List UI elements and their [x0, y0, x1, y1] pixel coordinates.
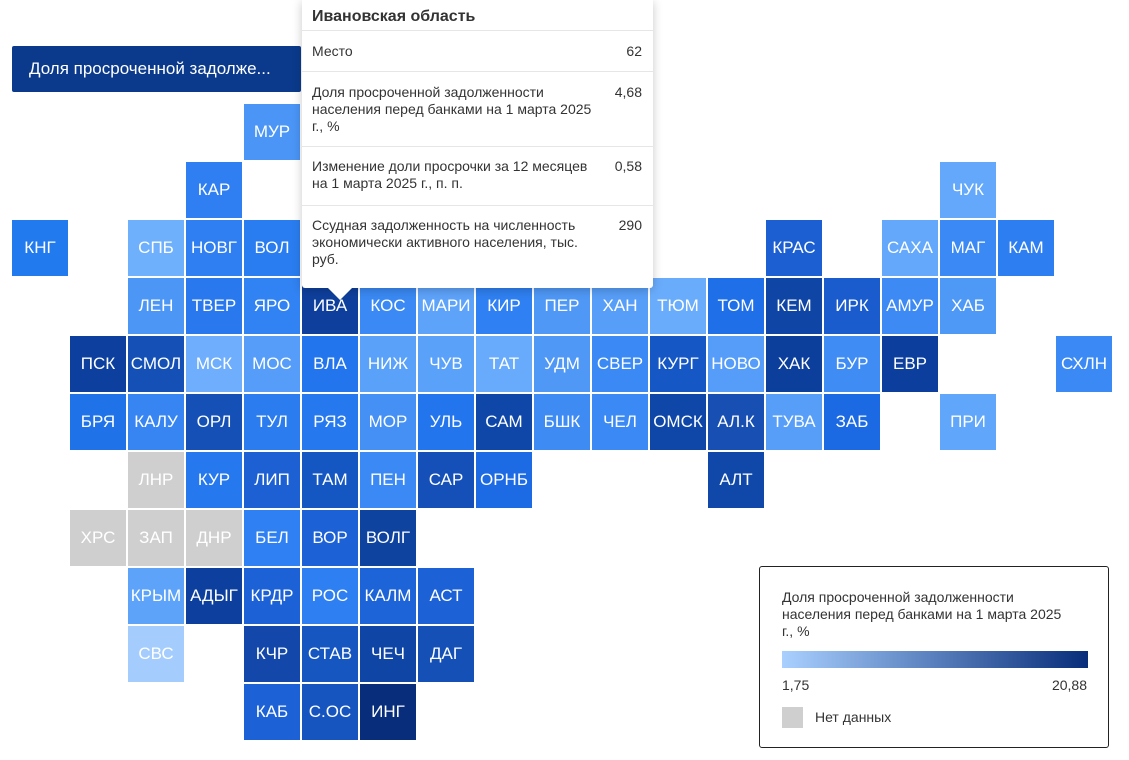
- region-tile-волг[interactable]: ВОЛГ: [360, 510, 416, 566]
- region-tile-вол[interactable]: ВОЛ: [244, 220, 300, 276]
- region-tile-крас[interactable]: КРАС: [766, 220, 822, 276]
- region-tile-аст[interactable]: АСТ: [418, 568, 474, 624]
- region-tile-чеч[interactable]: ЧЕЧ: [360, 626, 416, 682]
- region-tile-пск[interactable]: ПСК: [70, 336, 126, 392]
- region-tile-кур[interactable]: КУР: [186, 452, 242, 508]
- region-tile-удм[interactable]: УДМ: [534, 336, 590, 392]
- region-tile-даг[interactable]: ДАГ: [418, 626, 474, 682]
- region-tooltip: [302, 0, 653, 288]
- region-tile-став[interactable]: СТАВ: [302, 626, 358, 682]
- region-tile-тул[interactable]: ТУЛ: [244, 394, 300, 450]
- region-tile-орл[interactable]: ОРЛ: [186, 394, 242, 450]
- tooltip-row-label: Доля просроченной задолженности населения перед банками на 1 марта 2025 г., %: [312, 84, 592, 134]
- region-tile-бел[interactable]: БЕЛ: [244, 510, 300, 566]
- region-tile-кем[interactable]: КЕМ: [766, 278, 822, 334]
- tooltip-row-value: 290: [618, 217, 642, 233]
- region-tile-калу[interactable]: КАЛУ: [128, 394, 184, 450]
- legend-min-label: 1,75: [782, 677, 810, 693]
- region-tile-свс[interactable]: СВС: [128, 626, 184, 682]
- region-tile-пен[interactable]: ПЕН: [360, 452, 416, 508]
- region-tile-пер[interactable]: ПЕР: [534, 278, 590, 334]
- region-tile-там[interactable]: ТАМ: [302, 452, 358, 508]
- region-tile-алт[interactable]: АЛТ: [708, 452, 764, 508]
- region-tile-кург[interactable]: КУРГ: [650, 336, 706, 392]
- region-tile-сам[interactable]: САМ: [476, 394, 532, 450]
- region-tile-новг[interactable]: НОВГ: [186, 220, 242, 276]
- region-tile-яро[interactable]: ЯРО: [244, 278, 300, 334]
- region-tile-хак[interactable]: ХАК: [766, 336, 822, 392]
- region-tile-заб[interactable]: ЗАБ: [824, 394, 880, 450]
- region-tile-рос[interactable]: РОС: [302, 568, 358, 624]
- tooltip-row-loan-debt: [302, 206, 653, 286]
- region-tile-хрс[interactable]: ХРС: [70, 510, 126, 566]
- tooltip-row-label: Изменение доли просрочки за 12 месяцев на 1 марта 2025 г., п. п.: [312, 158, 588, 191]
- region-tile-омск[interactable]: ОМСК: [650, 394, 706, 450]
- region-tile-ряз[interactable]: РЯЗ: [302, 394, 358, 450]
- region-tile-спб[interactable]: СПБ: [128, 220, 184, 276]
- region-tile-твер[interactable]: ТВЕР: [186, 278, 242, 334]
- region-tile-адыг[interactable]: АДЫГ: [186, 568, 242, 624]
- region-tile-каб[interactable]: КАБ: [244, 684, 300, 740]
- region-tile-евр[interactable]: ЕВР: [882, 336, 938, 392]
- region-tile-инг[interactable]: ИНГ: [360, 684, 416, 740]
- region-tile-чел[interactable]: ЧЕЛ: [592, 394, 648, 450]
- region-tile-кчр[interactable]: КЧР: [244, 626, 300, 682]
- region-tile-тюм[interactable]: ТЮМ: [650, 278, 706, 334]
- region-tile-мос[interactable]: МОС: [244, 336, 300, 392]
- color-legend: [759, 566, 1109, 748]
- region-tile-лнр[interactable]: ЛНР: [128, 452, 184, 508]
- region-tile-кнг[interactable]: КНГ: [12, 220, 68, 276]
- region-tile-крым[interactable]: КРЫМ: [128, 568, 184, 624]
- region-tile-сар[interactable]: САР: [418, 452, 474, 508]
- region-tile-вор[interactable]: ВОР: [302, 510, 358, 566]
- legend-no-data-swatch: [782, 707, 803, 728]
- metric-selector-button[interactable]: Доля просроченной задолже...: [12, 46, 301, 92]
- region-tile-маг[interactable]: МАГ: [940, 220, 996, 276]
- region-tile-бур[interactable]: БУР: [824, 336, 880, 392]
- region-tile-кам[interactable]: КАМ: [998, 220, 1054, 276]
- region-tile-свер[interactable]: СВЕР: [592, 336, 648, 392]
- legend-title: Доля просроченной задолженности населения перед банками на 1 марта 2025 г., %: [782, 589, 1062, 639]
- region-tile-уль[interactable]: УЛЬ: [418, 394, 474, 450]
- region-tile-смол[interactable]: СМОЛ: [128, 336, 184, 392]
- tooltip-title: Ивановская область: [302, 0, 653, 31]
- region-tile-чув[interactable]: ЧУВ: [418, 336, 474, 392]
- tooltip-row-value: 4,68: [614, 84, 642, 100]
- region-tile-кос[interactable]: КОС: [360, 278, 416, 334]
- region-tile-кар[interactable]: КАР: [186, 162, 242, 218]
- region-tile-бря[interactable]: БРЯ: [70, 394, 126, 450]
- tooltip-row-value: 62: [626, 42, 642, 59]
- region-tile-бшк[interactable]: БШК: [534, 394, 590, 450]
- region-tile-лип[interactable]: ЛИП: [244, 452, 300, 508]
- region-tile-схлн[interactable]: СХЛН: [1056, 336, 1112, 392]
- tooltip-row-change: [302, 147, 653, 206]
- region-tile-ал.к[interactable]: АЛ.К: [708, 394, 764, 450]
- region-tile-саха[interactable]: САХА: [882, 220, 938, 276]
- region-tile-крдр[interactable]: КРДР: [244, 568, 300, 624]
- region-tile-кир[interactable]: КИР: [476, 278, 532, 334]
- legend-no-data-label: Нет данных: [815, 709, 892, 725]
- region-tile-мари[interactable]: МАРИ: [418, 278, 474, 334]
- region-tile-хаб[interactable]: ХАБ: [940, 278, 996, 334]
- region-tile-вла[interactable]: ВЛА: [302, 336, 358, 392]
- tooltip-row-value: 0,58: [614, 158, 642, 174]
- legend-max-label: 20,88: [1051, 677, 1087, 693]
- region-tile-орнб[interactable]: ОРНБ: [476, 452, 532, 508]
- region-tile-ирк[interactable]: ИРК: [824, 278, 880, 334]
- region-tile-хан[interactable]: ХАН: [592, 278, 648, 334]
- region-tile-чук[interactable]: ЧУК: [940, 162, 996, 218]
- region-tile-при[interactable]: ПРИ: [940, 394, 996, 450]
- region-tile-днр[interactable]: ДНР: [186, 510, 242, 566]
- tooltip-row-label: Место: [312, 42, 353, 59]
- region-tile-ива[interactable]: ИВА: [302, 278, 358, 334]
- tooltip-pointer: [327, 287, 353, 300]
- region-tile-зап[interactable]: ЗАП: [128, 510, 184, 566]
- region-tile-тат[interactable]: ТАТ: [476, 336, 532, 392]
- region-tile-ново[interactable]: НОВО: [708, 336, 764, 392]
- region-tile-ниж[interactable]: НИЖ: [360, 336, 416, 392]
- region-tile-лен[interactable]: ЛЕН: [128, 278, 184, 334]
- tooltip-row-rank: [302, 31, 653, 72]
- region-tile-с.ос[interactable]: С.ОС: [302, 684, 358, 740]
- tooltip-row-label: Ссудная задолженность на численность экономически активного населения, тыс. руб.: [312, 217, 578, 267]
- region-tile-амур[interactable]: АМУР: [882, 278, 938, 334]
- region-tile-калм[interactable]: КАЛМ: [360, 568, 416, 624]
- legend-gradient-bar: [782, 651, 1088, 668]
- region-tile-мор[interactable]: МОР: [360, 394, 416, 450]
- tooltip-row-overdue-share: [302, 72, 653, 147]
- region-tile-мур[interactable]: МУР: [244, 104, 300, 160]
- region-tile-тува[interactable]: ТУВА: [766, 394, 822, 450]
- region-tile-мск[interactable]: МСК: [186, 336, 242, 392]
- region-tile-том[interactable]: ТОМ: [708, 278, 764, 334]
